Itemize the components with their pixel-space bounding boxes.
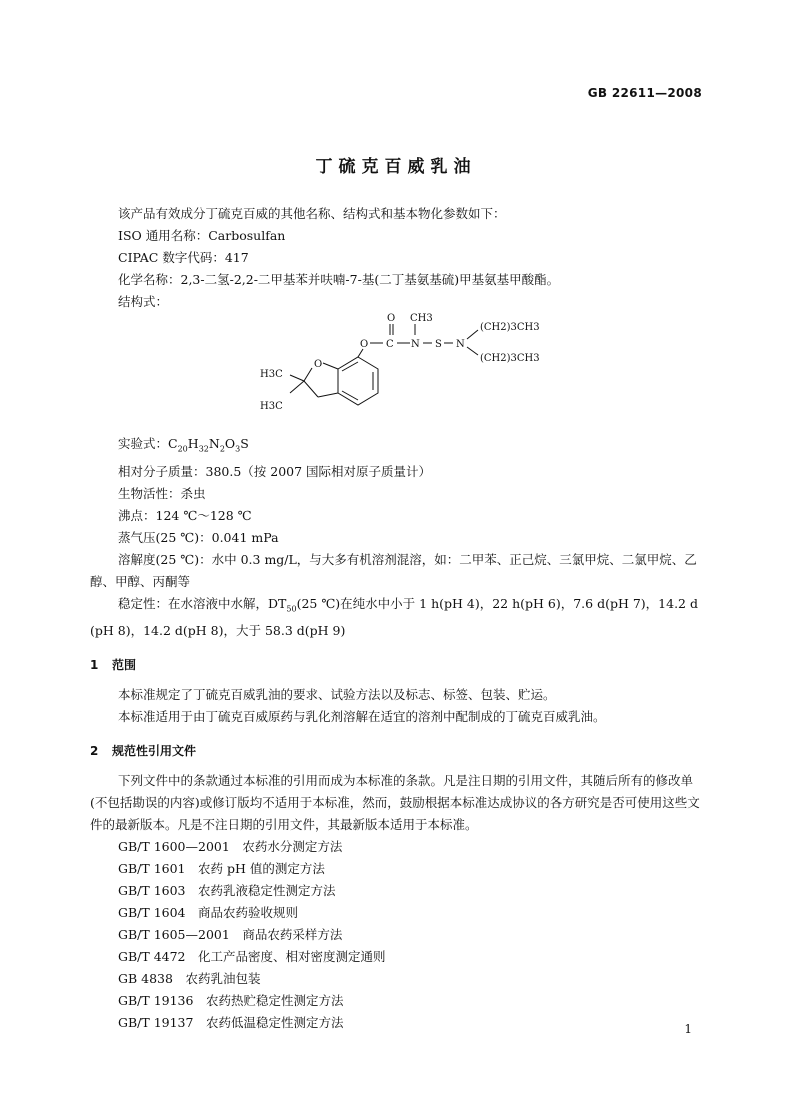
reference-item: GB/T 19136 农药热贮稳定性测定方法	[118, 993, 344, 1008]
stability: 稳定性：在水溶液中水解，$DT_{50}(25$ ℃)在纯水中小于 1 h(pH 4)，22 h(pH 6)，7.6 d(pH 7)，14.2 d (pH 8)，14.2 d(pH 8)，大于 58.3 d(pH 9)	[90, 595, 698, 638]
intro-paragraph: 该产品有效成分丁硫克百威的其他名称、结构式和基本物化参数如下：	[118, 206, 506, 221]
structure-label: 结构式：	[118, 294, 169, 309]
atom-s: S	[435, 339, 442, 350]
section-2-heading: 2 规范性引用文件	[90, 744, 197, 758]
reference-item: GB/T 1601 农药 pH 值的测定方法	[118, 861, 325, 876]
structure-diagram	[260, 313, 560, 433]
reference-item: GB/T 4472 化工产品密度、相对密度测定通则	[118, 949, 386, 964]
bio-activity: 生物活性：杀虫	[118, 485, 206, 501]
scope-paragraph-1: 本标准规定了丁硫克百威乳油的要求、试验方法以及标志、标签、包装、贮运。	[118, 687, 556, 702]
reference-item: GB/T 1605—2001 商品农药采样方法	[118, 927, 343, 942]
chain-lower: (CH2)3CH3	[480, 353, 540, 364]
boiling-point: 沸点：124 ℃～128 ℃	[118, 507, 252, 523]
reference-item: GB/T 1600—2001 农药水分测定方法	[118, 839, 343, 854]
scope-paragraph-2: 本标准适用于由丁硫克百威原药与乳化剂溶解在适宜的溶剂中配制成的丁硫克百威乳油。	[118, 709, 606, 724]
standard-code: GB 22611—2008	[587, 86, 702, 100]
iso-name: ISO 通用名称：Carbosulfan	[118, 228, 286, 243]
reference-item: GB 4838 农药乳油包装	[118, 971, 261, 986]
chemical-name: 化学名称：2,3-二氢-2,2-二甲基苯并呋喃-7-基(二丁基氨基硫)甲基氨基甲酸酯。	[118, 272, 560, 287]
document-title: 丁硫克百威乳油	[315, 157, 477, 177]
normative-references-paragraph: 下列文件中的条款通过本标准的引用而成为本标准的条款。凡是注日期的引用文件，其随后所有的修改单(不包括勘误的内容)或修订版均不适用于本标准，然而，鼓励根据本标准达成协议的各方研究是否可使用这些文件的最新版本。凡是不注日期的引用文件，其最新版本适用于本标准。	[90, 773, 700, 832]
methyl-h3c-2: H3C	[260, 401, 283, 412]
atom-c-carbonyl: C	[386, 339, 394, 350]
atom-o-link: O	[360, 339, 369, 350]
formula-c: C	[168, 436, 178, 451]
methyl-h3c-1: H3C	[260, 369, 283, 380]
molecular-weight: 相对分子质量：380.5（按 2007 国际相对原子质量计）	[118, 463, 432, 479]
cipac-code: CIPAC 数字代码：417	[118, 250, 249, 265]
document-body	[90, 203, 706, 1034]
chain-upper: (CH2)3CH3	[480, 322, 540, 333]
atom-ch3-top: CH3	[410, 313, 433, 324]
section-1-heading: 1 范围	[90, 658, 137, 672]
atom-n1: N	[411, 339, 420, 350]
structural-formula	[90, 313, 706, 433]
empirical-formula: 实验式：$C_{20}H_{32}N_2O_3S$	[118, 436, 249, 454]
reference-item: GB/T 1603 农药乳液稳定性测定方法	[118, 883, 336, 898]
solubility: 溶解度(25 ℃)：水中 0.3 mg/L，与大多有机溶剂混溶，如：二甲苯、正己烷、三氯甲烷、二氯甲烷、乙醇、甲醇、丙酮等	[90, 551, 697, 589]
atom-o-carbonyl: O	[387, 313, 396, 324]
atom-o-ring: O	[314, 359, 323, 370]
reference-item: GB/T 1604 商品农药验收规则	[118, 905, 299, 920]
atom-n2: N	[456, 339, 465, 350]
reference-item: GB/T 19137 农药低温稳定性测定方法	[118, 1015, 344, 1030]
vapor-pressure: 蒸气压(25 ℃)：0.041 mPa	[118, 529, 279, 545]
page-number: 1	[684, 1022, 692, 1036]
